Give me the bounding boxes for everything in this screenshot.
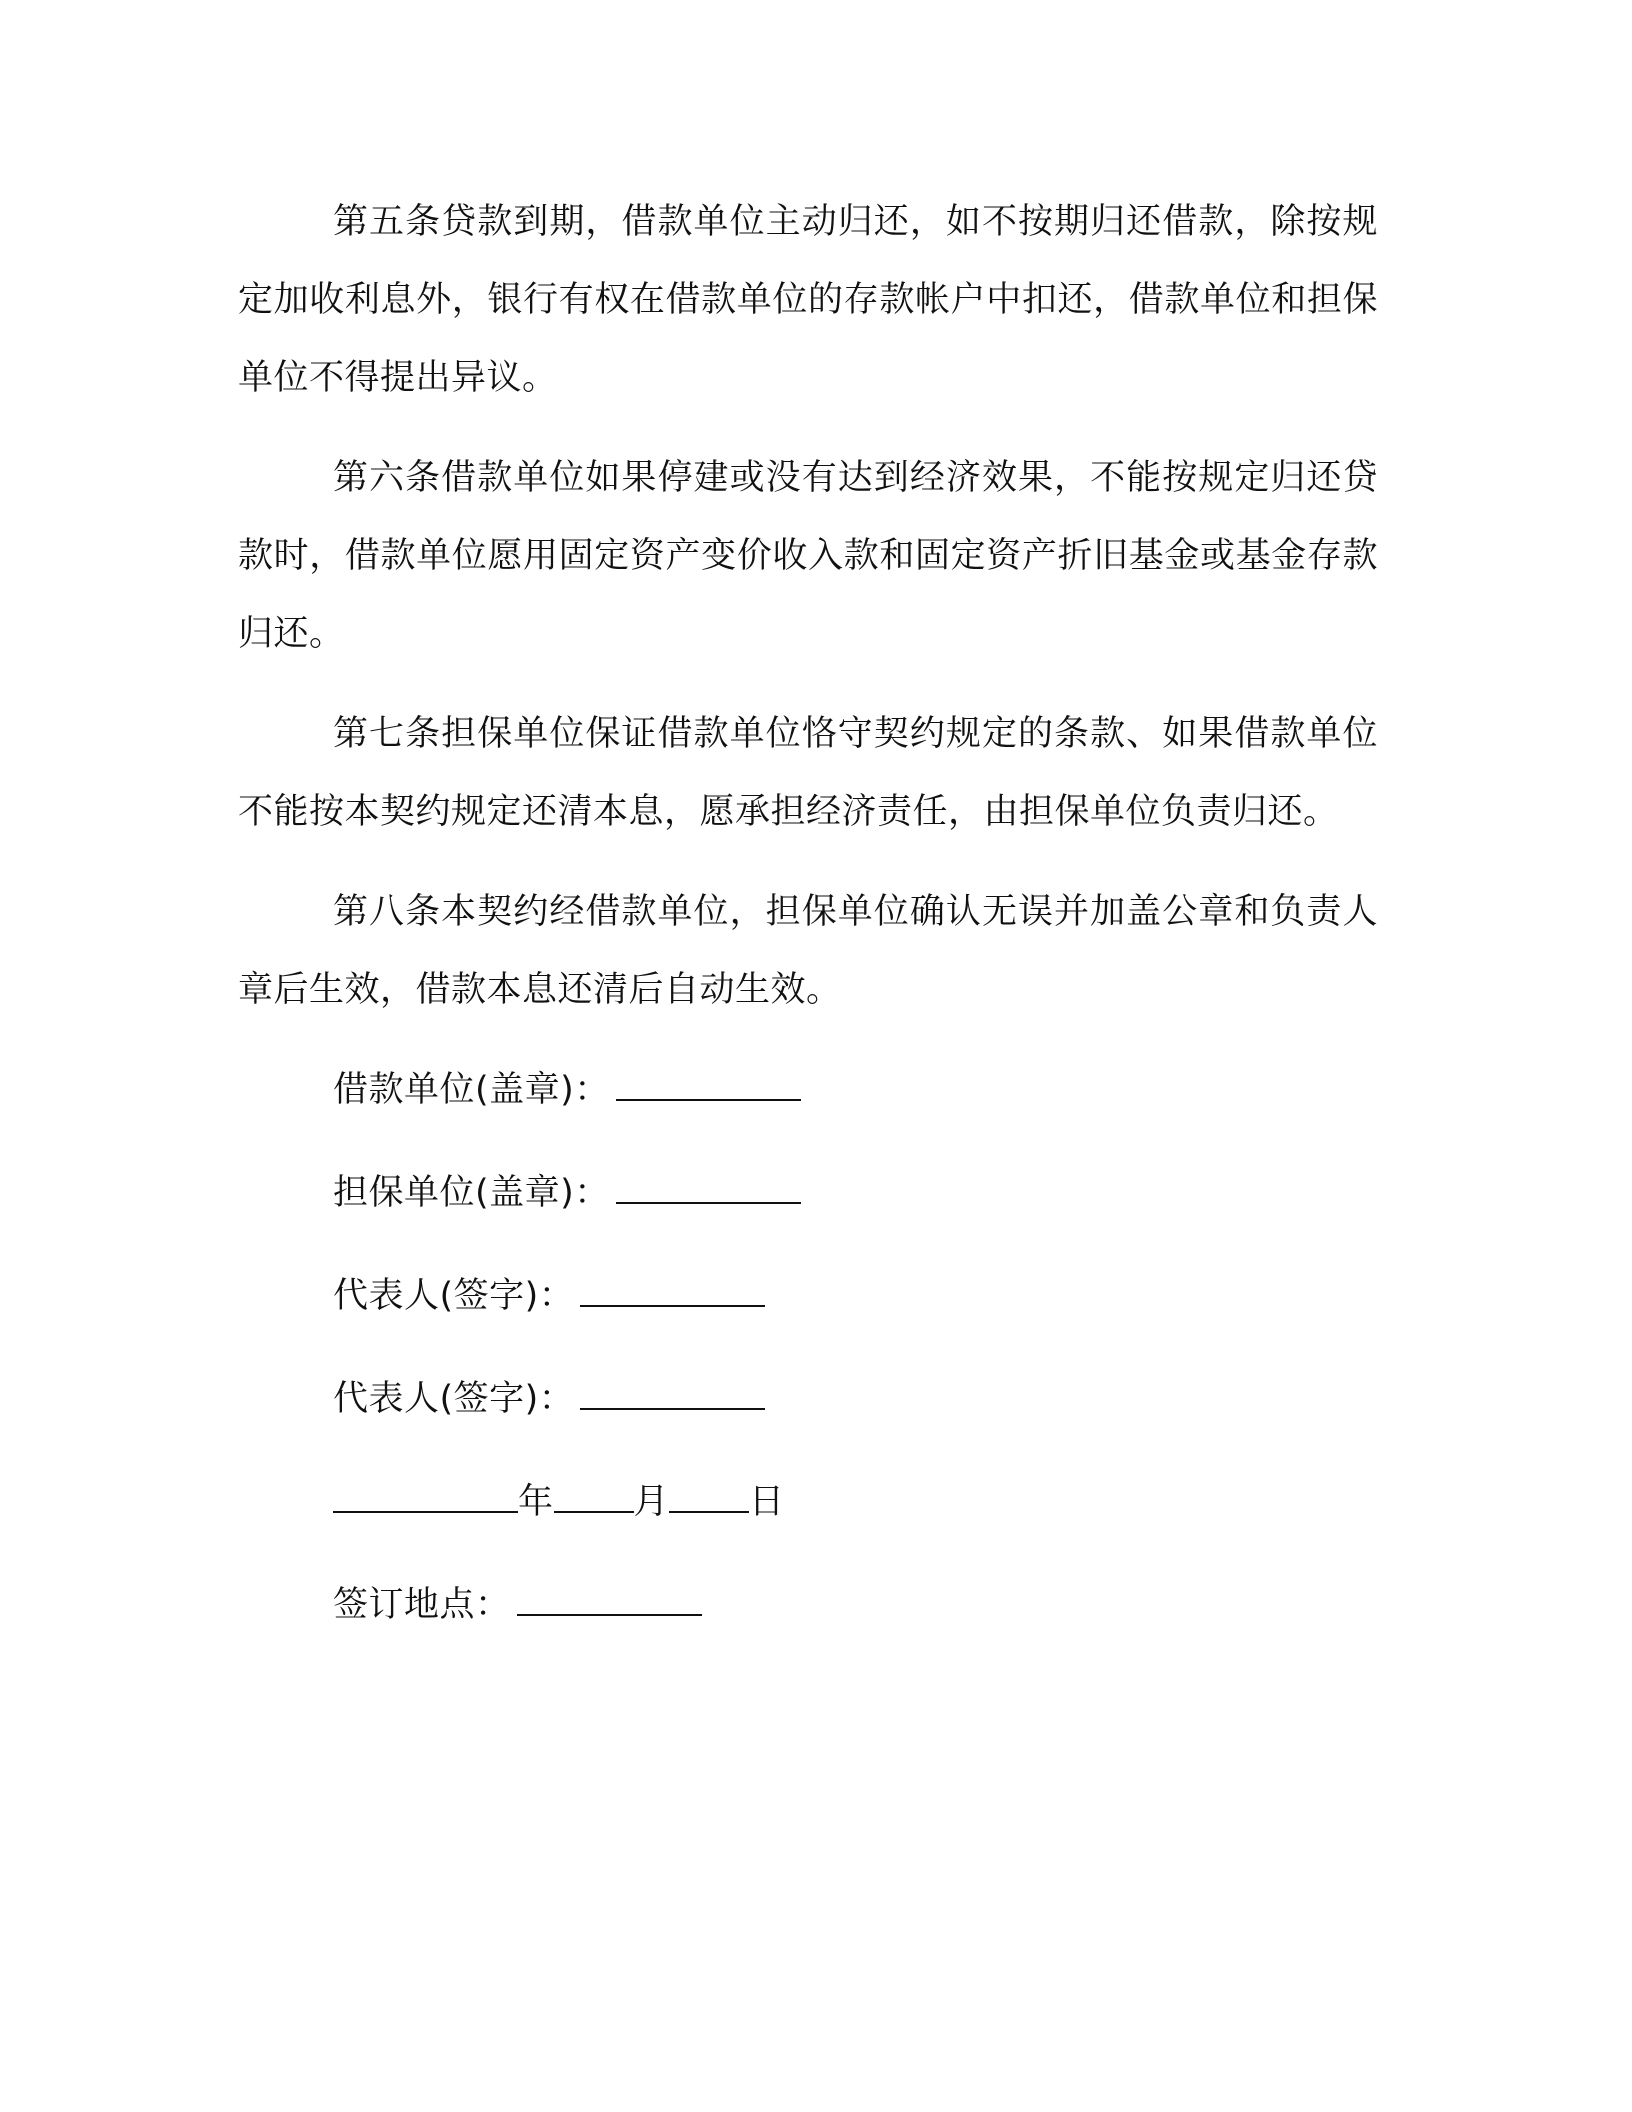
guarantor-seal-line [333,1154,1378,1232]
guarantor-seal-label: 担保单位(盖章)： [333,1173,610,1213]
guarantor-seal-blank [616,1172,801,1204]
document-content [238,183,1378,1669]
month-label: 月 [633,1482,670,1522]
year-label: 年 [518,1482,554,1522]
date-line [333,1463,1378,1541]
representative-line-2 [333,1360,1378,1438]
clause-7: 第七条担保单位保证借款单位恪守契约规定的条款、如果借款单位不能按本契约规定还清本息，愿承担经济责任，由担保单位负责归还。 [238,714,1378,832]
borrower-seal-label: 借款单位(盖章)： [333,1070,610,1110]
day-blank [669,1481,749,1513]
signature-block [238,1051,1378,1644]
representative-blank-1 [580,1275,765,1307]
signing-place-label: 签订地点： [333,1585,511,1625]
month-blank [554,1481,634,1513]
representative-label-2: 代表人(签字)： [333,1379,575,1419]
year-blank [333,1481,518,1513]
representative-blank-2 [580,1378,765,1410]
representative-line-1 [333,1257,1378,1335]
borrower-seal-line [333,1051,1378,1129]
signing-place-blank [517,1584,702,1616]
clause-5: 第五条贷款到期，借款单位主动归还，如不按期归还借款，除按规定加收利息外，银行有权在借款单位的存款帐户中扣还，借款单位和担保单位不得提出异议。 [238,202,1378,398]
day-label: 日 [749,1482,785,1522]
clause-8: 第八条本契约经借款单位，担保单位确认无误并加盖公章和负责人章后生效，借款本息还清后自动生效。 [238,892,1378,1010]
clauses-section [238,183,1378,1029]
signing-place-line [333,1566,1378,1644]
representative-label-1: 代表人(签字)： [333,1276,575,1316]
clause-6: 第六条借款单位如果停建或没有达到经济效果，不能按规定归还贷款时，借款单位愿用固定资产变价收入款和固定资产折旧基金或基金存款归还。 [238,458,1378,654]
borrower-seal-blank [616,1069,801,1101]
